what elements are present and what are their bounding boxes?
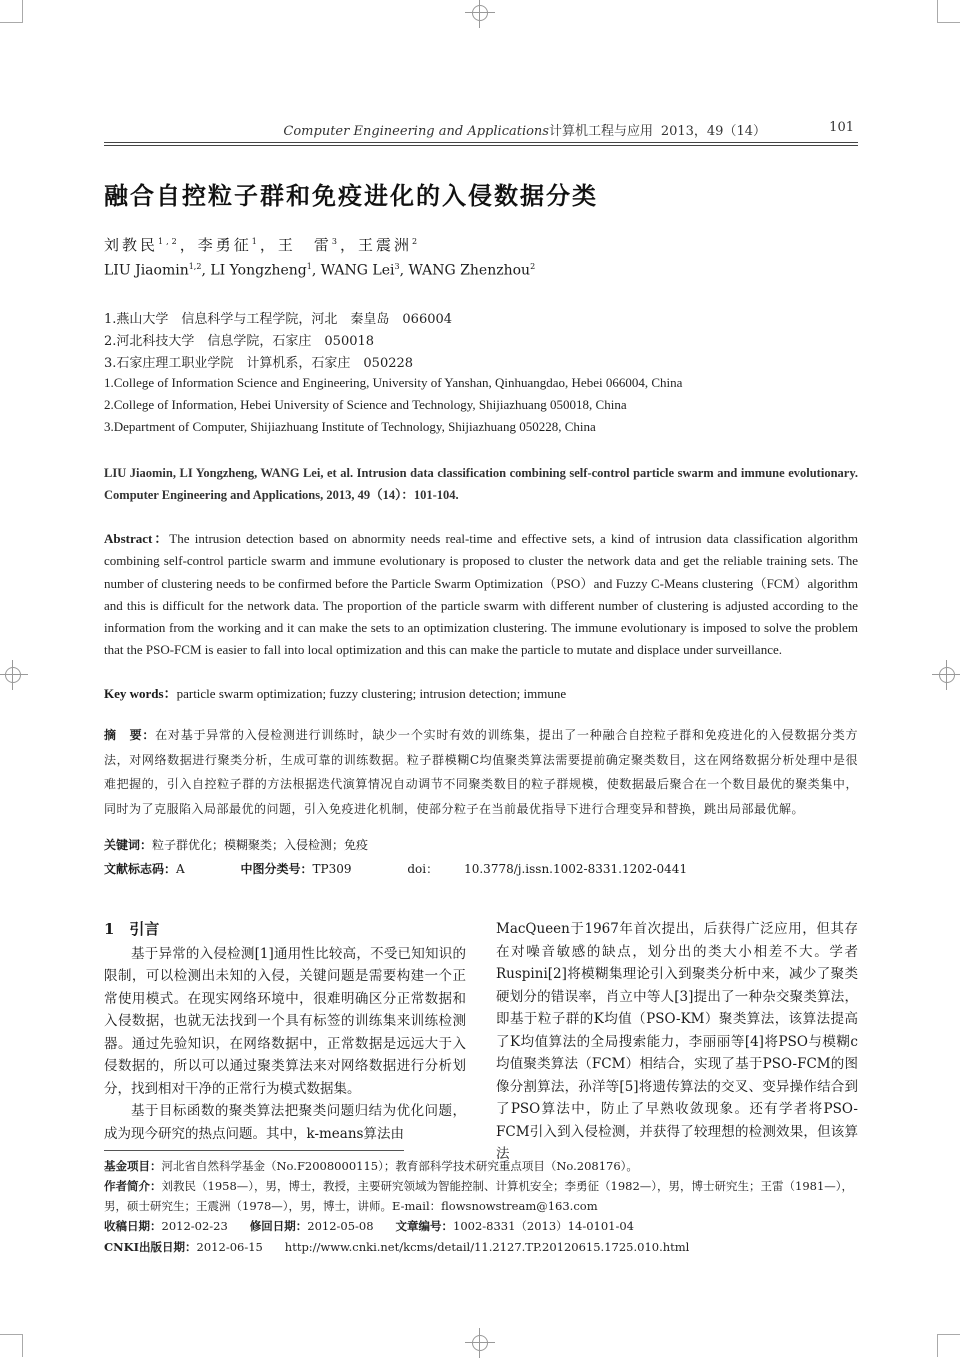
crop-mark-bottom-right (937, 1334, 960, 1357)
crop-mark-top-right (937, 0, 960, 23)
keywords-english: Key words：particle swarm optimization; fuzzy clustering; intrusion detection; immune (104, 686, 567, 701)
running-header (104, 118, 858, 138)
crop-mark-top-left (0, 0, 23, 23)
page-number: 101 (829, 120, 854, 135)
registration-mark-right (932, 660, 960, 690)
header-rule-bottom (104, 145, 858, 146)
authors-chinese: 刘教民$^{1,2}$，李勇征$^1$，王 雷$^3$，王震洲$^2$ (104, 236, 421, 254)
journal-name: Computer Engineering and Applications计算机工程与应用 (283, 124, 653, 139)
header-rule-top (104, 142, 858, 143)
issue-number: 2013，49（14） (660, 124, 766, 139)
keywords-chinese: 关键词：粒子群优化；模糊聚类；入侵检测；免疫 (104, 838, 369, 852)
abstract-chinese: 摘 要：在对基于异常的入侵检测进行训练时，缺少一个实时有效的训练集，提出了一种融合自控粒子群和免疫进化的入侵数据分类方法，对网络数据进行聚类分析，生成可靠的训练数据。粒子群模糊C均值聚类算法需要提前确定聚类数目，这在网络数据分析处理中是很难把握的，引入自控粒子群的方法根据迭代演算情况自动调节不同聚类数目的粒子群规模，使数据最后聚合在一个数目最优的聚类集中，同时为了克服陷入局部最优的问题，引入免疫进化机制，使部分粒子在当前最优指导下进行合理变异和替换，跳出局部最优解。 (104, 728, 858, 816)
abstract-english (104, 528, 858, 662)
footnote-dates: 收稿日期：2012-02-23 修回日期：2012-05-08 文章编号：1002-8331（2013）14-0101-04 (104, 1219, 634, 1233)
citation-line: LIU Jiaomin, LI Yongzheng, WANG Lei, et al. Intrusion data classification combining self-control particle swarm and immune evolutionary. Computer Engineering and Applications, 2013, 49（14）：101-104. (104, 466, 858, 502)
abstract-text: The intrusion detection based on abnormity needs real-time and effective sets, a kind of intrusion data classification algorithm combining self-control particle swarm and immune evolutionary is proposed to cluster the network data and get the reliable training sets. The number of clustering needs to be confirmed before the Particle Swarm Optimization（PSO）and Fuzzy C-Means clustering（FCM）algorithm and this is difficult for the network data. The proportion of the particle swarm with different number of clustering is adjusted according to the information from the working and it can make the sets to an optimization clustering. The immune evolutionary is imposed to solve the problem that the PSO-FCM is easier to fall into local optimization and this can make the particle to mutate and displace under surveillance. (104, 531, 858, 658)
clc-number: 中图分类号：TP309 (240, 862, 352, 876)
affiliation-en-1: 1.College of Information Science and Engineering, University of Yanshan, Qinhuangdao, Hebei 066004, China (104, 375, 683, 390)
doi: doi： 10.3778/j.issn.1002-8331.1202-0441 (407, 862, 688, 876)
section-heading: 1 引言 (104, 920, 160, 938)
body-column-right (496, 918, 858, 1166)
paper-title: 融合自控粒子群和免疫进化的入侵数据分类 (104, 181, 598, 210)
registration-mark-left (0, 660, 28, 690)
body-paragraph: 基于目标函数的聚类算法把聚类问题归结为优化问题，成为现今研究的热点问题。其中，k-means算法由 (104, 1103, 466, 1142)
footnote-rule (104, 1150, 404, 1151)
body-column-left (104, 918, 466, 1145)
document-codes (104, 860, 739, 877)
doc-code: 文献标志码：A (104, 862, 185, 876)
registration-mark-bottom (465, 1328, 495, 1358)
authors-english: LIU Jiaomin$^{1,2}$, LI Yongzheng$^1$, WANG Lei$^3$, WANG Zhenzhou$^2$ (104, 262, 536, 279)
registration-mark-top (465, 0, 495, 28)
body-paragraph: MacQueen于1967年首次提出，后获得广泛应用，但其存在对噪音敏感的缺点，划分出的类大小相差不大。学者Ruspini[2]将模糊集理论引入到聚类分析中来，减少了聚类硬划分的错误率，肖立中等人[3]提出了一种杂交聚类算法，即基于粒子群的K均值（PSO-KM）聚类算法，该算法提高了K均值算法的全局搜索能力，李丽丽等[4]将PSO与模糊c均值聚类算法（FCM）相结合，实现了基于PSO-FCM的图像分割算法，孙洋等[5]将遗传算法的交叉、变异操作结合到了PSO算法中，防止了早熟收敛现象。还有学者将PSO-FCM引入到入侵检测，并获得了较理想的检测效果，但该算法 (496, 921, 858, 1162)
footnote-cnki: CNKI出版日期：2012-06-15 http://www.cnki.net/kcms/detail/11.2127.TP.20120615.1725.010.html (104, 1240, 690, 1254)
body-paragraph: 基于异常的入侵检测[1]通用性比较高，不受已知知识的限制，可以检测出未知的入侵，关键问题是需要构建一个正常使用模式。在现实网络环境中，很难明确区分正常数据和入侵数据，也就无法找到一个具有标签的训练集来训练检测器。通过先验知识，在网络数据中，正常数据是远远大于入侵数据的，所以可以通过聚类算法来对网络数据进行分析划分，找到相对干净的正常行为模式数据集。 (104, 945, 466, 1097)
crop-mark-bottom-left (0, 1334, 23, 1357)
footnote-fund: 基金项目：河北省自然科学基金（No.F2008000115）；教育部科学技术研究重点项目（No.208176）。 (104, 1159, 638, 1173)
affiliation-en-2: 2.College of Information, Hebei University of Science and Technology, Shijiazhuang 050018, China (104, 397, 627, 412)
abstract-label: Abstract： (104, 531, 170, 546)
affiliation-cn-2: 2.河北科技大学 信息学院，石家庄 050018 (104, 334, 375, 349)
cnki-link[interactable]: http://www.cnki.net/kcms/detail/11.2127.TP.20120615.1725.010.html (284, 1240, 690, 1254)
affiliation-cn-1: 1.燕山大学 信息科学与工程学院，河北 秦皇岛 066004 (104, 312, 453, 327)
affiliation-en-3: 3.Department of Computer, Shijiazhuang Institute of Technology, Shijiazhuang 050228, China (104, 419, 596, 434)
footnote-author-bio: 作者简介：刘教民（1958—），男，博士，教授，主要研究领域为智能控制、计算机安全；李勇征（1982—），男，博士研究生；王雷（1981—），男，硕士研究生；王震洲（1978—），男，博士，讲师。E-mail：flowsnowstream@163.com (104, 1179, 854, 1213)
affiliation-cn-3: 3.石家庄理工职业学院 计算机系，石家庄 050228 (104, 356, 414, 371)
